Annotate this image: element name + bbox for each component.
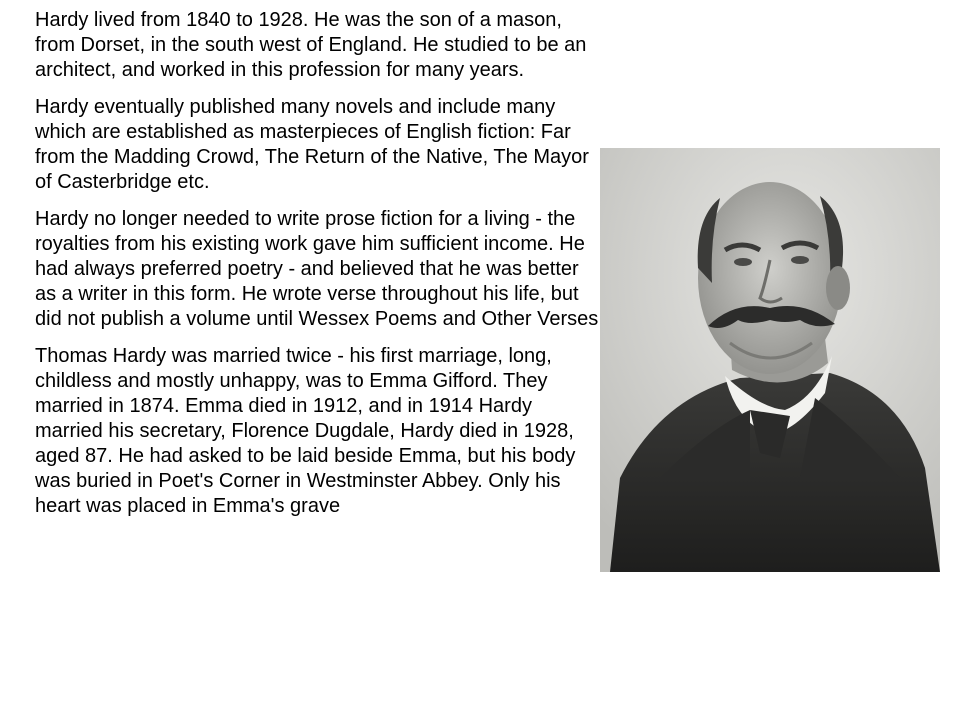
portrait-photo [600,148,940,572]
biography-text [35,8,605,531]
portrait-illustration [600,148,940,572]
paragraph-novels: Hardy eventually published many novels and include many which are established as masterpieces of English fiction: Far from the Madding Crowd, The Return of the Native, The Mayor of Casterbridge etc. [35,96,589,193]
paragraph-poetry: Hardy no longer needed to write prose fiction for a living - the royalties from his existing work gave him sufficient income. He had always preferred poetry - and believed that he was better as a writer in this form. He wrote verse throughout his life, but did not publish a volume until Wessex Poems and Other Verses [35,208,599,330]
paragraph-marriage: Thomas Hardy was married twice - his first marriage, long, childless and mostly unhappy, was to Emma Gifford. They married in 1874. Emma died in 1912, and in 1914 Hardy married his secretary, Florence Dugdale, Hardy died in 1928, aged 87. He had asked to be laid beside Emma, but his body was buried in Poet's Corner in Westminster Abbey. Only his heart was placed in Emma's grave [35,345,576,517]
paragraph-early-life: Hardy lived from 1840 to 1928. He was the son of a mason, from Dorset, in the south west of England. He studied to be an architect, and worked in this profession for many years. [35,9,587,81]
